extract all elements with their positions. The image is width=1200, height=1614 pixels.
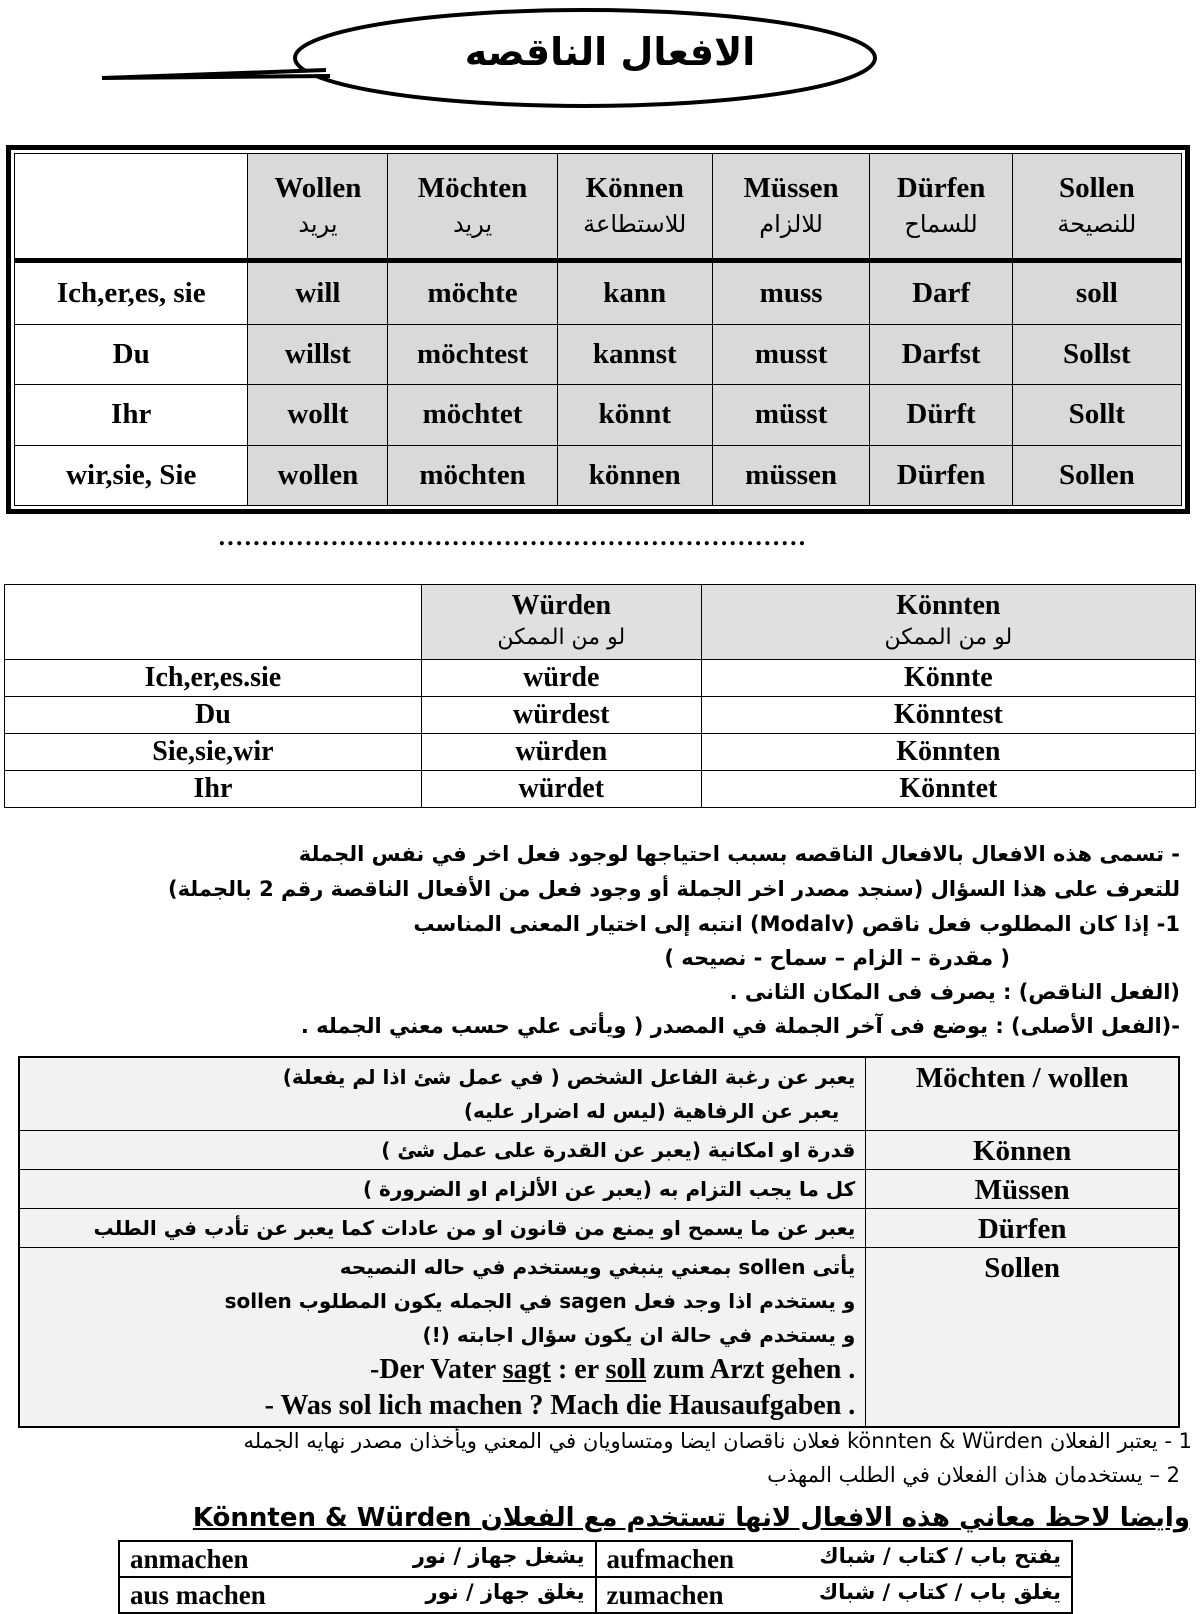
- vocab-german: zumachen: [606, 1579, 724, 1610]
- page-title: الافعال الناقصه: [464, 30, 756, 74]
- vocab-cell: [119, 1577, 596, 1613]
- table-row: [15, 261, 1182, 325]
- form-cell: wollt: [248, 385, 388, 445]
- note-line: 1 - يعتبر الفعلان könnten & Würden فعلان ناقصان ايضا ومتساويان في المعني ويأخذان مصدر نهايه الجمله: [243, 1429, 1192, 1453]
- table-row: [5, 734, 1196, 771]
- verb-cell: Dürfen: [866, 1209, 1179, 1248]
- form-cell: Sollt: [1012, 385, 1181, 445]
- header-cell: [701, 585, 1195, 660]
- form-cell: könnt: [557, 385, 712, 445]
- header-cell: [248, 154, 388, 261]
- vocab-german: anmachen: [130, 1543, 249, 1574]
- header-cell: [557, 154, 712, 261]
- header-verb: Dürfen: [896, 172, 986, 204]
- form-cell: Könntet: [701, 771, 1195, 808]
- header-cell: [388, 154, 557, 261]
- table-row: [15, 385, 1182, 445]
- header-verb: Müssen: [743, 172, 839, 204]
- header-cell: [712, 154, 870, 261]
- form-cell: kann: [557, 261, 712, 325]
- table-row: [15, 445, 1182, 505]
- pronoun-cell: Ich,er,es, sie: [15, 261, 248, 325]
- table-row: [119, 1541, 1072, 1577]
- meaning-line: يأتى sollen بمعني ينبغي ويستخدم في حاله النصيحه: [339, 1255, 856, 1279]
- pronoun-cell: wir,sie, Sie: [15, 445, 248, 505]
- verb-cell: Müssen: [866, 1170, 1179, 1209]
- header-verb: Könnten: [896, 590, 1001, 621]
- meaning-cell: [19, 1248, 866, 1428]
- header-meaning: للالزام: [759, 210, 823, 238]
- form-cell: Könnten: [701, 734, 1195, 771]
- form-cell: Sollen: [1012, 445, 1181, 505]
- table-row: [19, 1248, 1179, 1428]
- form-cell: würden: [421, 734, 701, 771]
- header-empty-cell: [15, 154, 248, 261]
- vocab-cell: [596, 1541, 1073, 1577]
- table-row: [5, 697, 1196, 734]
- pronoun-cell: Ihr: [15, 385, 248, 445]
- header-verb: Sollen: [1058, 172, 1135, 204]
- form-cell: Dürfen: [870, 445, 1012, 505]
- table-row: [5, 771, 1196, 808]
- meaning-cell: [19, 1209, 866, 1248]
- explanation-line: -(الفعل الأصلى) : يوضع فى آخر الجملة في المصدر ( ويأتى علي حسب معني الجمله .: [300, 1014, 1180, 1038]
- verb-cell: Möchten / wollen: [866, 1057, 1179, 1131]
- modal-verbs-table: [6, 145, 1190, 514]
- example-text: : er: [550, 1354, 606, 1385]
- vocab-cell: [596, 1577, 1073, 1613]
- form-cell: würde: [421, 660, 701, 697]
- form-cell: will: [248, 261, 388, 325]
- form-cell: Darfst: [870, 324, 1012, 384]
- dotted-separator: ....................................................................: [218, 525, 807, 549]
- form-cell: wollen: [248, 445, 388, 505]
- header-meaning: للنصيحة: [1057, 210, 1137, 238]
- form-cell: müsst: [712, 385, 870, 445]
- vocab-arabic: يغلق باب / كتاب / شباك: [818, 1579, 1061, 1604]
- explanation-line: (الفعل الناقص) : يصرف فى المكان الثانى .: [729, 980, 1180, 1004]
- vocab-arabic: يفتح باب / كتاب / شباك: [819, 1543, 1061, 1568]
- meaning-line: و يستخدم في حالة ان يكون سؤال اجابته (!): [422, 1323, 856, 1347]
- header-empty-cell: [5, 585, 422, 660]
- form-cell: willst: [248, 324, 388, 384]
- meaning-line: يعبر عن رغبة الفاعل الشخص ( في عمل شئ اذا لم يفعلة): [282, 1065, 856, 1089]
- verb-cell: Können: [866, 1131, 1179, 1170]
- table-row: [119, 1577, 1072, 1613]
- header-cell: [1012, 154, 1181, 261]
- header-meaning: للاستطاعة: [583, 210, 687, 238]
- header-verb: Möchten: [417, 172, 528, 204]
- vocab-arabic: يغلق جهاز / نور: [425, 1579, 585, 1604]
- meaning-line: كل ما يجب التزام به (يعبر عن الألزام او الضرورة ): [362, 1177, 856, 1201]
- note-line: 2 – يستخدمان هذان الفعلان في الطلب المهذب: [767, 1463, 1180, 1487]
- pronoun-cell: Du: [15, 324, 248, 384]
- explanation-line: ( مقدرة – الزام – سماح - نصيحه ): [664, 946, 1010, 970]
- meaning-cell: [19, 1170, 866, 1209]
- explanation-line: 1- إذا كان المطلوب فعل ناقص (Modalv) انتبه إلى اختيار المعنى المناسب: [413, 912, 1180, 936]
- form-cell: würdet: [421, 771, 701, 808]
- vocabulary-table: [118, 1540, 1073, 1614]
- meaning-line: قدرة او امكانية (يعبر عن القدرة على عمل شئ ): [381, 1138, 856, 1162]
- header-verb: Würden: [511, 590, 612, 621]
- vocab-german: aus machen: [130, 1579, 266, 1610]
- header-meaning: للسماح: [904, 210, 978, 238]
- example-sentence: [28, 1352, 855, 1388]
- form-cell: möchten: [388, 445, 557, 505]
- example-text: zum Arzt gehen .: [646, 1354, 856, 1385]
- form-cell: möchte: [388, 261, 557, 325]
- form-cell: Sollst: [1012, 324, 1181, 384]
- meaning-cell: [19, 1131, 866, 1170]
- form-cell: Dürft: [870, 385, 1012, 445]
- header-meaning: يريد: [452, 210, 493, 238]
- explanation-line: - تسمى هذه الافعال بالافعال الناقصه بسبب احتياجها لوجود فعل اخر في نفس الجملة: [298, 842, 1180, 866]
- header-meaning: لو من الممكن: [497, 625, 626, 650]
- table-row: [19, 1131, 1179, 1170]
- vocab-german: aufmachen: [606, 1543, 734, 1574]
- form-cell: kannst: [557, 324, 712, 384]
- pronoun-cell: Ich,er,es.sie: [5, 660, 422, 697]
- form-cell: Könntest: [701, 697, 1195, 734]
- table-header-row: [5, 585, 1196, 660]
- header-verb: Können: [585, 172, 684, 204]
- pronoun-cell: Ihr: [5, 771, 422, 808]
- vocab-arabic: يشغل جهاز / نور: [412, 1543, 585, 1568]
- table-row: [19, 1170, 1179, 1209]
- form-cell: müssen: [712, 445, 870, 505]
- form-cell: Darf: [870, 261, 1012, 325]
- table-row: [19, 1057, 1179, 1131]
- header-verb: Wollen: [274, 172, 362, 204]
- table-header-row: [15, 154, 1182, 261]
- meaning-cell: [19, 1057, 866, 1131]
- form-cell: soll: [1012, 261, 1181, 325]
- form-cell: würdest: [421, 697, 701, 734]
- vocab-cell: [119, 1541, 596, 1577]
- header-meaning: يريد: [298, 210, 338, 238]
- form-cell: möchtet: [388, 385, 557, 445]
- meaning-line: و يستخدم اذا وجد فعل sagen في الجمله يكون المطلوب sollen: [224, 1289, 856, 1313]
- konjunktiv-table: [4, 584, 1196, 808]
- example-text: soll: [605, 1354, 647, 1385]
- form-cell: musst: [712, 324, 870, 384]
- form-cell: können: [557, 445, 712, 505]
- example-text: sagt: [502, 1354, 551, 1385]
- example-sentence: - Was sol lich machen ? Mach die Hausaufgaben .: [264, 1390, 856, 1421]
- example-text: -Der Vater: [370, 1354, 503, 1385]
- form-cell: Könnte: [701, 660, 1195, 697]
- header-meaning: لو من الممكن: [884, 625, 1013, 650]
- pronoun-cell: Du: [5, 697, 422, 734]
- header-cell: [421, 585, 701, 660]
- explanation-line: للتعرف على هذا السؤال (سنجد مصدر اخر الجملة أو وجود فعل من الأفعال الناقصة رقم 2 بالجملة): [167, 877, 1180, 901]
- verb-cell: Sollen: [866, 1248, 1179, 1428]
- table-row: [5, 660, 1196, 697]
- meaning-line: يعبر عن الرفاهية (ليس له اضرار عليه): [463, 1099, 840, 1123]
- header-cell: [870, 154, 1012, 261]
- verb-meanings-table: [18, 1056, 1180, 1428]
- form-cell: muss: [712, 261, 870, 325]
- pronoun-cell: Sie,sie,wir: [5, 734, 422, 771]
- form-cell: möchtest: [388, 324, 557, 384]
- meaning-line: يعبر عن ما يسمح او يمنع من قانون او من عادات كما يعبر عن تأدب في الطلب: [93, 1216, 856, 1240]
- also-heading: وايضا لاحظ معاني هذه الافعال لانها تستخدم مع الفعلان Könnten & Würden: [192, 1503, 1190, 1533]
- table-row: [15, 324, 1182, 384]
- table-row: [19, 1209, 1179, 1248]
